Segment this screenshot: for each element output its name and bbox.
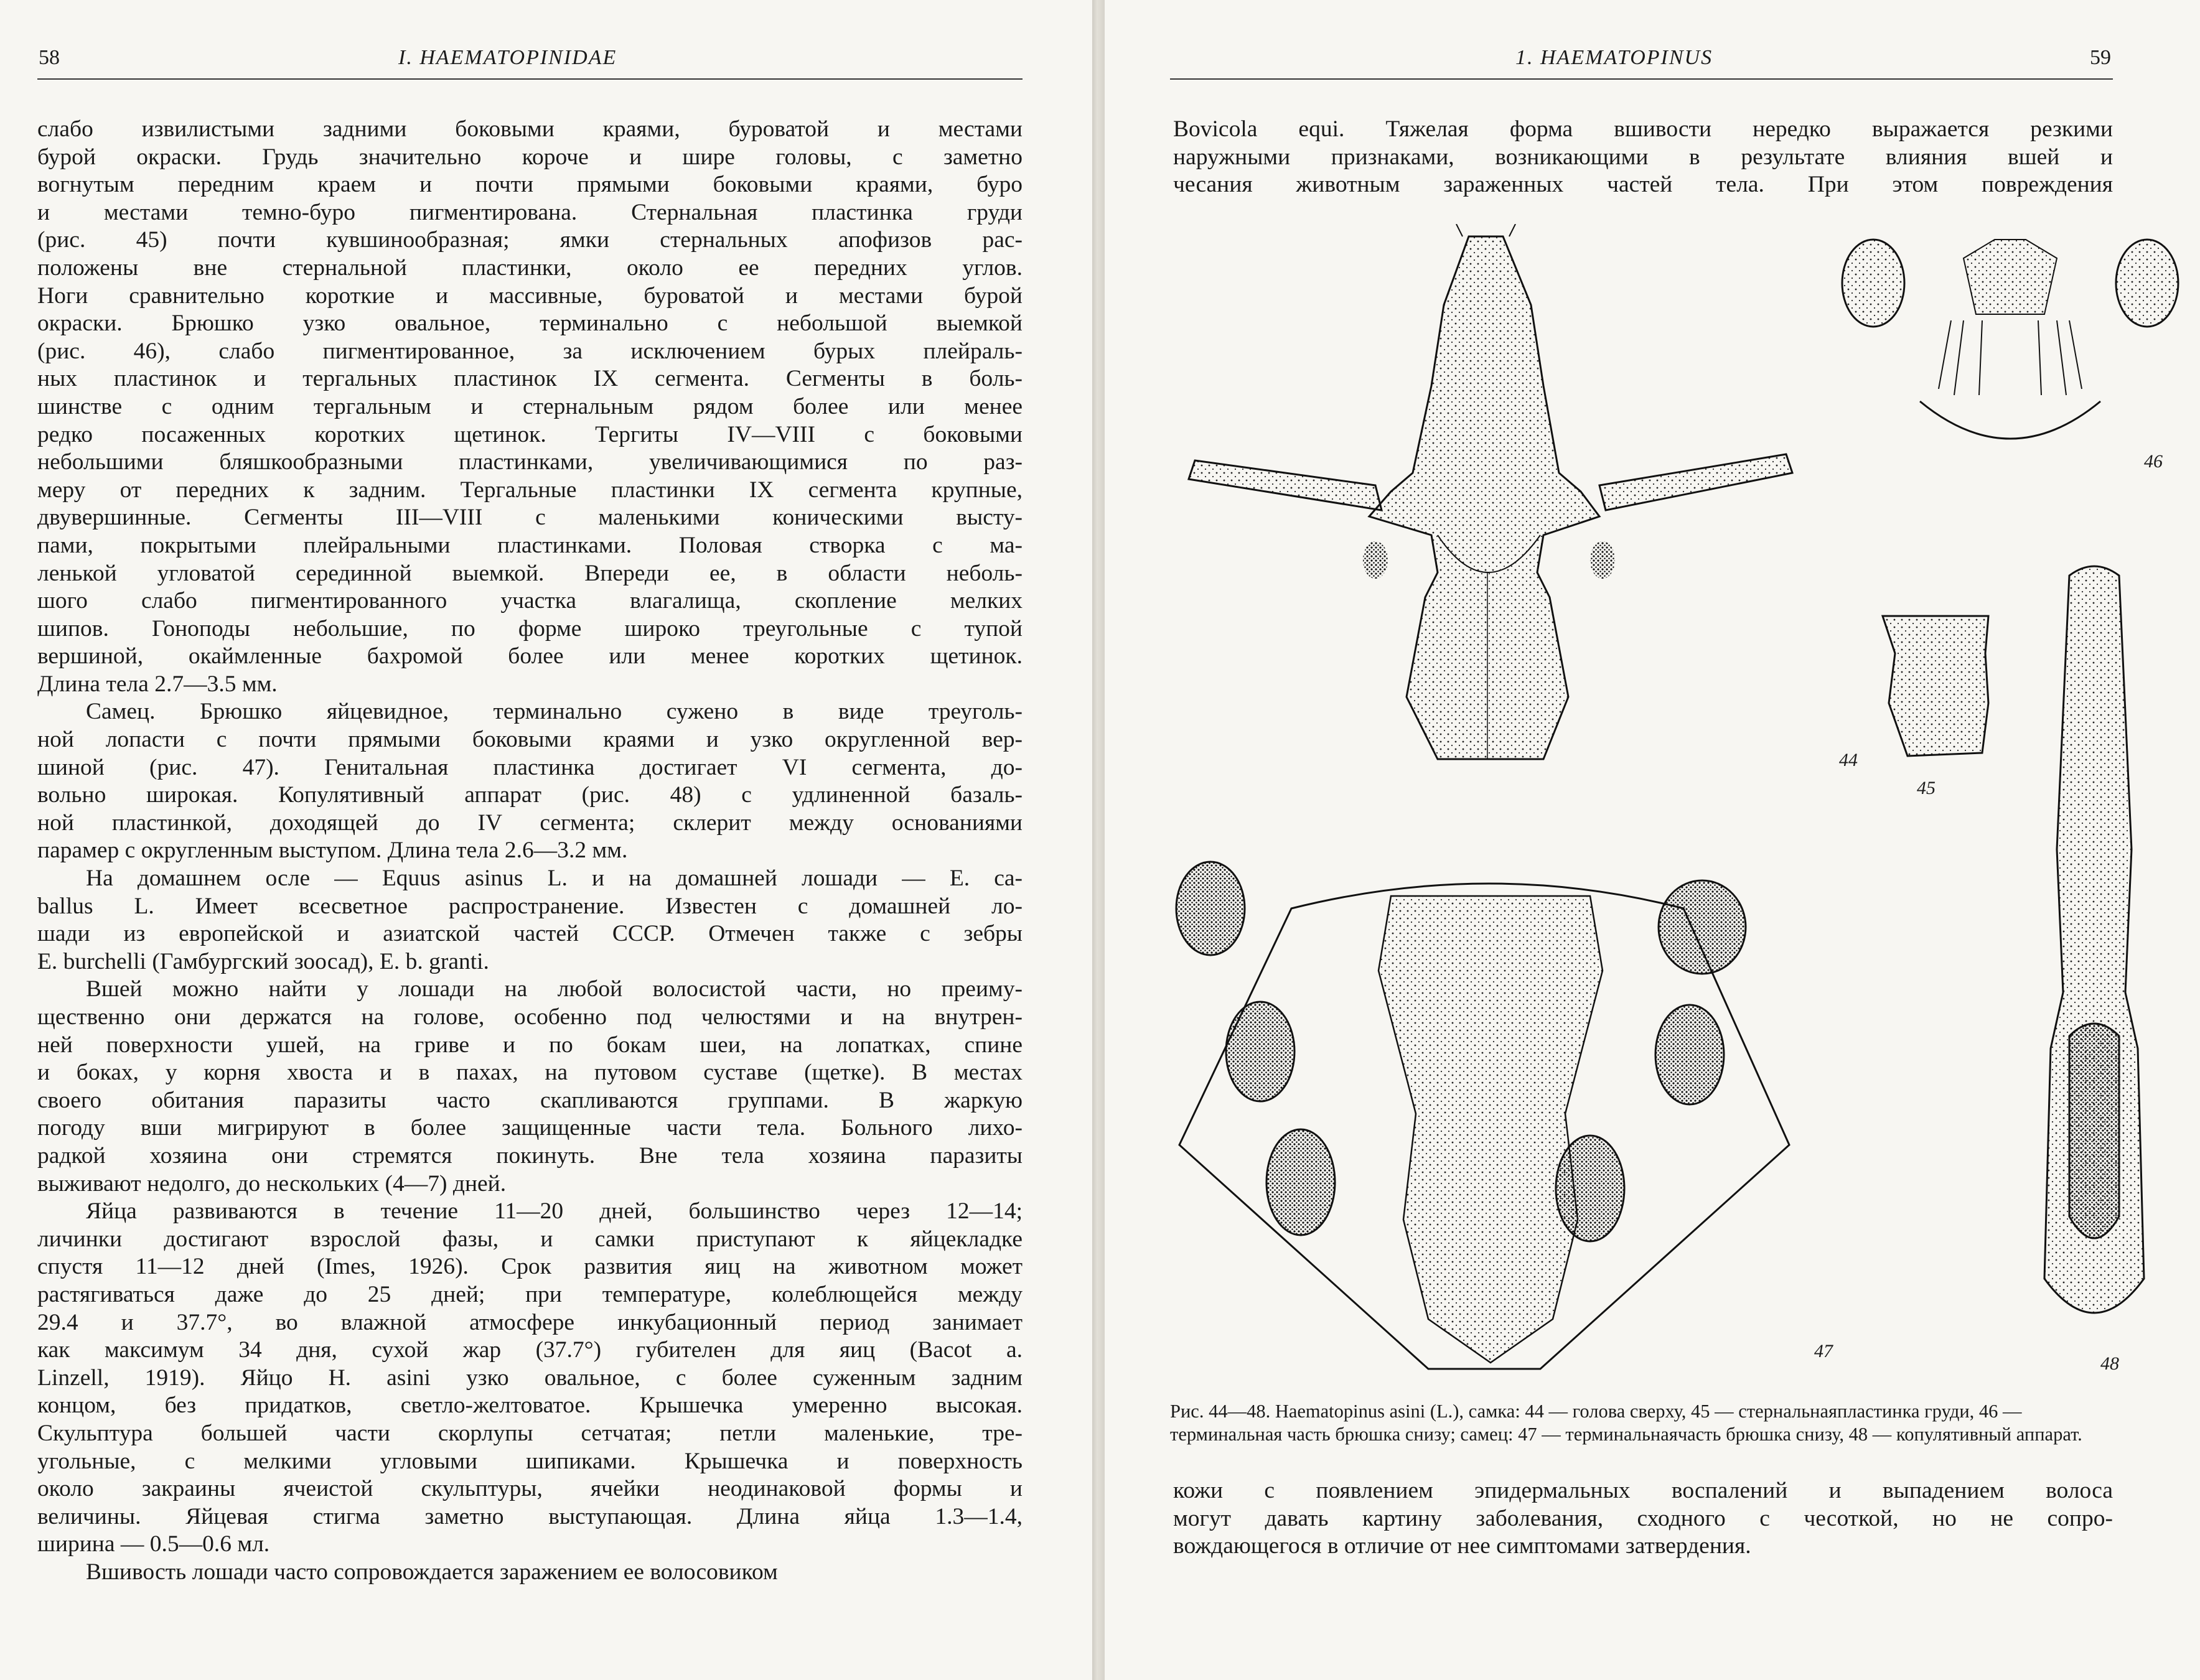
text-line: чесания животным зараженных частей тела. При этом повреждения	[1173, 172, 2113, 198]
text-line: ной пластинкой, доходящей до IV сегмента; склерит между основаниями	[37, 810, 1023, 836]
text-line: могут давать картину заболевания, сходного с чесоткой, но не сопро-	[1173, 1505, 2113, 1531]
text-line: Длина тела 2.7—3.5 мм.	[37, 671, 278, 697]
text-line: На домашнем осле — Equus asinus L. и на домашней лошади — E. ca-	[86, 866, 1023, 892]
text-line: Вшивость лошади часто сопровождается заражением ее волосовиком	[86, 1559, 778, 1585]
text-line: шого слабо пигментированного участка влагалища, скопление мелких	[37, 588, 1023, 614]
figure-label-47: 47	[1814, 1341, 1833, 1361]
text-line: бурой окраски. Грудь значительно короче и шире головы, с заметно	[37, 144, 1023, 170]
text-line: спустя 11—12 дней (Imes, 1926). Срок развития яиц на животном может	[37, 1254, 1023, 1280]
text-line: Вшей можно найти у лошади на любой волосистой части, но преиму-	[86, 976, 1023, 1002]
text-line: шиной (рис. 47). Генитальная пластинка достигает VI сегмента, до-	[37, 754, 1023, 780]
header-rule-left	[37, 78, 1023, 80]
text-line: щественно они держатся на голове, особенно под челюстями и на внутрен-	[37, 1004, 1023, 1030]
text-line: вождающегося в отличие от нее симптомами затвердения.	[1173, 1533, 1751, 1559]
figure-46-abdomen-drawing	[1839, 227, 2181, 464]
text-line: ширина — 0.5—0.6 мл.	[37, 1531, 270, 1557]
text-line: ных пластинок и тергальных пластинок IX сегмента. Сегменты в боль-	[37, 366, 1023, 392]
text-line: E. burchelli (Гамбургский зоосад), E. b. granti.	[37, 948, 489, 974]
text-line: погоду вши мигрируют в более защищенные части тела. Больного лихо-	[37, 1115, 1023, 1141]
text-line: меру от передних к задним. Тергальные пластинки IX сегмента крупные,	[37, 477, 1023, 503]
figure-label-46: 46	[2144, 451, 2163, 472]
text-line: пами, покрытыми плейральными пластинками. Половая створка с ма-	[37, 532, 1023, 558]
book-gutter	[1092, 0, 1105, 1680]
page-number-right: 59	[2090, 46, 2111, 69]
text-line: вольно широкая. Копулятивный аппарат (рис. 48) с удлиненной базаль-	[37, 782, 1023, 808]
text-line: пластинка груди, 46 — терминальная часть брюшка снизу; самец: 47 — терминальная	[1170, 1401, 2022, 1445]
left-body-text	[37, 116, 1023, 1586]
text-line: как максимум 34 дня, сухой жар (37.7°) губителен для яиц (Bacot a.	[37, 1337, 1023, 1363]
text-line: Яйца развиваются в течение 11—20 дней, большинство через 12—14;	[86, 1198, 1023, 1225]
text-line: ballus L. Имеет всесветное распространение. Известен с домашней ло-	[37, 893, 1023, 919]
text-line: 29.4 и 37.7°, во влажной атмосфере инкубационный период занимает	[37, 1309, 1023, 1335]
right-top-text	[1173, 116, 2113, 199]
text-line: положены вне стернальной пластинки, около ее передних углов.	[37, 254, 1023, 281]
figure-45-sternal-plate-drawing	[1870, 610, 2013, 765]
right-bottom-text	[1173, 1477, 2113, 1561]
running-head-right: 1. HAEMATOPINUS	[1515, 46, 1713, 69]
text-line: наружными признаками, возникающими в результате влияния вшей и	[1173, 144, 2113, 170]
text-line: и боках, у корня хвоста и в пахах, на путовом суставе (щетке). В местах	[37, 1060, 1023, 1086]
text-line: шинстве с одним тергальным и стернальным рядом более или менее	[37, 393, 1023, 419]
text-line: вершиной, окаймленные бахромой более или менее коротких щетинок.	[37, 643, 1023, 670]
text-line: величины. Яйцевая стигма заметно выступающая. Длина яйца 1.3—1.4,	[37, 1503, 1023, 1529]
right-page	[1105, 0, 2200, 1680]
text-line: слабо извилистыми задними боковыми краями, буроватой и местами	[37, 116, 1023, 142]
text-line: Рис. 44—48. Haematopinus asini (L.), самка: 44 — голова сверху, 45 — стернальная	[1170, 1401, 1838, 1422]
text-line: ленькой угловатой серединной выемкой. Впереди ее, в области неболь-	[37, 560, 1023, 586]
text-line: и местами темно-буро пигментирована. Стернальная пластинка груди	[37, 199, 1023, 225]
figure-44-head-drawing	[1170, 224, 1814, 784]
text-line: окраски. Брюшко узко овальное, терминально с небольшой выемкой	[37, 310, 1023, 337]
text-line: шипов. Гоноподы небольшие, по форме широко треугольные с тупой	[37, 615, 1023, 642]
text-line: (рис. 45) почти кувшинообразная; ямки стернальных апофизов рас-	[37, 227, 1023, 253]
text-line: Самец. Брюшко яйцевидное, терминально сужено в виде треуголь-	[86, 699, 1023, 725]
text-line: около закраины ячеистой скульптуры, ячейки неодинаковой формы и	[37, 1476, 1023, 1502]
running-head-left: I. HAEMATOPINIDAE	[398, 46, 617, 69]
text-line: растягиваться даже до 25 дней; при температуре, колеблющейся между	[37, 1281, 1023, 1307]
header-rule-right	[1170, 78, 2113, 80]
text-line: личинки достигают взрослой фазы, и самки приступают к яйцекладке	[37, 1226, 1023, 1252]
figure-caption	[1170, 1400, 2113, 1446]
text-line: Linzell, 1919). Яйцо H. asini узко овальное, с более суженным задним	[37, 1365, 1023, 1391]
text-line: Скульптура большей части скорлупы сетчатая; петли маленькие, тре-	[37, 1420, 1023, 1446]
text-line: угольные, с мелкими угловыми шипиками. Крышечка и поверхность	[37, 1448, 1023, 1474]
text-line: шади из европейской и азиатской частей СССР. Отмечен также с зебры	[37, 921, 1023, 947]
text-line: концом, без придатков, светло-желтоватое. Крышечка умеренно высокая.	[37, 1393, 1023, 1419]
text-line: парамер с округленным выступом. Длина тела 2.6—3.2 мм.	[37, 838, 628, 864]
figure-label-45: 45	[1917, 778, 1936, 798]
text-line: вогнутым передним краем и почти прямыми боковыми краями, буро	[37, 172, 1023, 198]
left-page	[0, 0, 1092, 1680]
text-line: небольшими бляшкообразными пластинками, увеличивающимися по раз-	[37, 449, 1023, 475]
text-line: двувершинные. Сегменты III—VIII с маленькими коническими высту-	[37, 505, 1023, 531]
figure-label-48: 48	[2100, 1353, 2119, 1374]
text-line: редко посаженных коротких щетинок. Тергиты IV—VIII с боковыми	[37, 421, 1023, 447]
text-line: выживают недолго, до нескольких (4—7) дней.	[37, 1170, 507, 1197]
text-line: радкой хозяина они стремятся покинуть. Вне тела хозяина паразиты	[37, 1142, 1023, 1169]
text-line: кожи с появлением эпидермальных воспалений и выпадением волоса	[1173, 1478, 2113, 1503]
text-line: своего обитания паразиты часто скапливаются группами. В жаркую	[37, 1087, 1023, 1113]
figure-label-44: 44	[1839, 750, 1858, 770]
page-number-left: 58	[39, 46, 60, 69]
text-line: ней поверхности ушей, на гриве и по бокам шеи, на лопатках, спине	[37, 1032, 1023, 1058]
text-line: Bovicola equi. Тяжелая форма вшивости нередко выражается резкими	[1173, 116, 2113, 142]
text-line: (рис. 46), слабо пигментированное, за исключением бурых плейраль-	[37, 338, 1023, 364]
figure-47-male-abdomen-drawing	[1167, 834, 1802, 1394]
text-line: Ноги сравнительно короткие и массивные, буроватой и местами бурой	[37, 282, 1023, 309]
figure-48-copulatory-apparatus-drawing	[2032, 563, 2156, 1341]
text-line: часть брюшка снизу, 48 — копулятивный аппарат.	[1677, 1424, 2082, 1445]
text-line: ной лопасти с почти прямыми боковыми краями и узко округленной вер-	[37, 727, 1023, 753]
